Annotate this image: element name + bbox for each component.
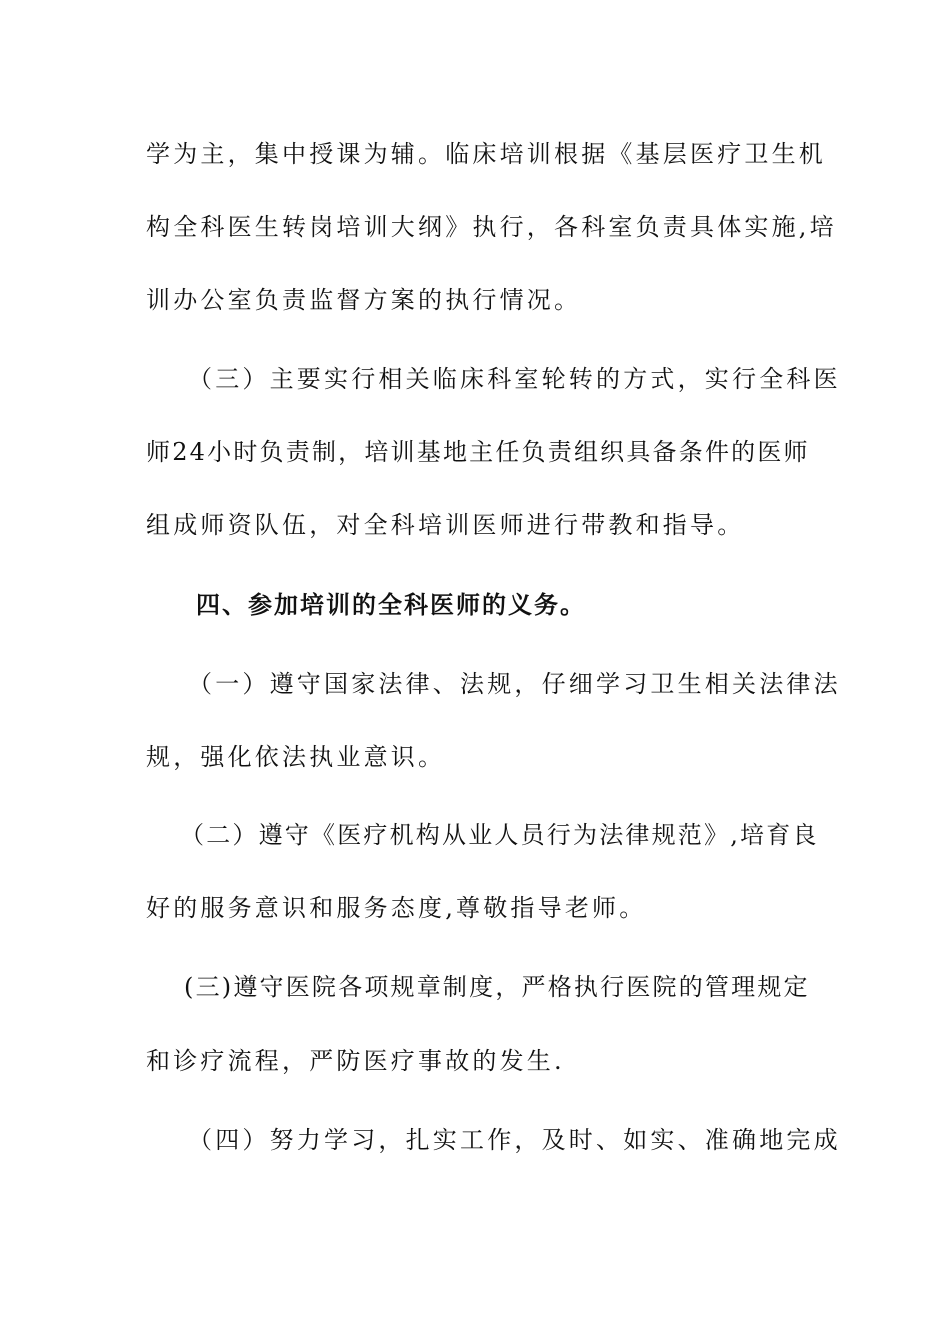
paragraph-line-1: 学为主，集中授课为辅。临床培训根据《基层医疗卫生机 (146, 140, 826, 168)
paragraph-line-8: （一）遵守国家法律、法规，仔细学习卫生相关法律法 (188, 670, 841, 698)
section-heading: 四、参加培训的全科医师的义务。 (196, 591, 586, 619)
paragraph-line-11: 好的服务意识和服务态度,尊敬指导老师。 (146, 894, 647, 922)
paragraph-line-4: （三）主要实行相关临床科室轮转的方式，实行全科医 (188, 365, 841, 393)
paragraph-line-13: 和诊疗流程，严防医疗事故的发生. (146, 1047, 565, 1075)
paragraph-line-9: 规，强化依法执业意识。 (146, 743, 446, 771)
paragraph-line-12: (三)遵守医院各项规章制度，严格执行医院的管理规定 (184, 973, 810, 1001)
paragraph-line-10: （二）遵守《医疗机构从业人员行为法律规范》,培育良 (180, 821, 819, 849)
paragraph-line-3: 训办公室负责监督方案的执行情况。 (146, 286, 582, 314)
paragraph-line-2: 构全科医生转岗培训大纲》执行，各科室负责具体实施,培 (146, 213, 837, 241)
paragraph-line-5: 师24小时负责制，培训基地主任负责组织具备条件的医师 (146, 438, 810, 466)
paragraph-line-6: 组成师资队伍，对全科培训医师进行带教和指导。 (146, 511, 745, 539)
paragraph-line-14: （四）努力学习，扎实工作，及时、如实、准确地完成 (188, 1126, 841, 1154)
